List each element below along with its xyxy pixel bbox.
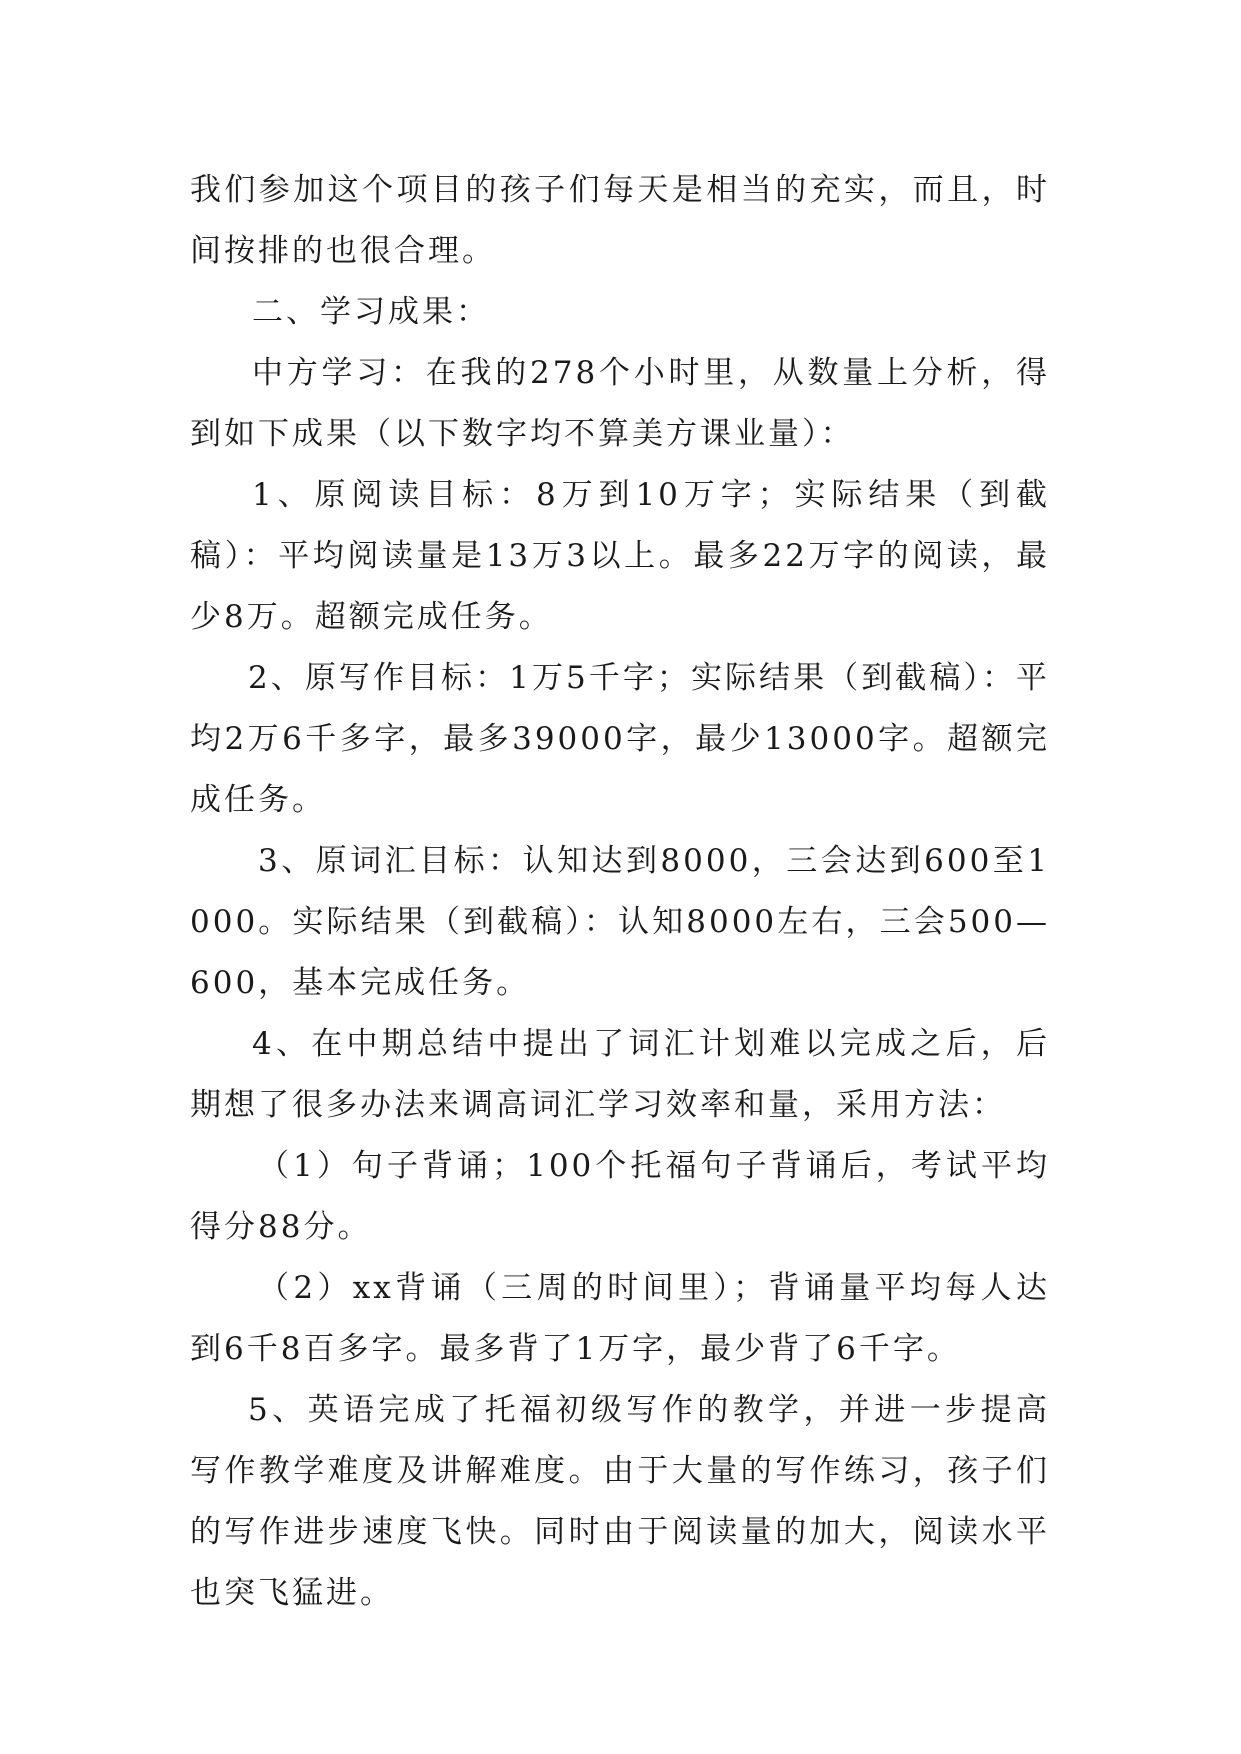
list-item-writing-goal: 2、原写作目标：1万5千字；实际结果（到截稿）：平均2万6千多字，最多39000字，最少13000字。超额完成任务。: [190, 660, 1050, 818]
section-heading-results: 二、学习成果：: [252, 294, 490, 330]
list-item-english-writing: 5、英语完成了托福初级写作的教学，并进一步提高写作教学难度及讲解难度。由于大量的写作练习，孩子们的写作进步速度飞快。同时由于阅读量的加大，阅读水平也突飞猛进。: [190, 1392, 1050, 1611]
document-page: [190, 160, 1050, 1624]
paragraph-continuation: 我们参加这个项目的孩子们每天是相当的充实，而且，时间按排的也很合理。: [190, 172, 1050, 269]
list-item-reading-goal: 1、原阅读目标：8万到10万字；实际结果（到截稿）：平均阅读量是13万3以上。最多22万字的阅读，最少8万。超额完成任务。: [190, 477, 1050, 635]
sub-item-text-recitation: （2）xx背诵（三周的时间里）；背诵量平均每人达到6千8百多字。最多背了1万字，最少背了6千字。: [190, 1270, 1050, 1367]
sub-item-sentence-recitation: （1）句子背诵；100个托福句子背诵后，考试平均得分88分。: [190, 1148, 1050, 1245]
paragraph-chinese-study: 中方学习：在我的278个小时里，从数量上分析，得到如下成果（以下数字均不算美方课业量）：: [190, 355, 1050, 452]
list-item-vocabulary-goal: 3、原词汇目标：认知达到8000，三会达到600至1000。实际结果（到截稿）：认知8000左右，三会500—600，基本完成任务。: [190, 843, 1050, 1001]
list-item-vocabulary-methods: 4、在中期总结中提出了词汇计划难以完成之后，后期想了很多办法来调高词汇学习效率和量，采用方法：: [190, 1026, 1050, 1123]
